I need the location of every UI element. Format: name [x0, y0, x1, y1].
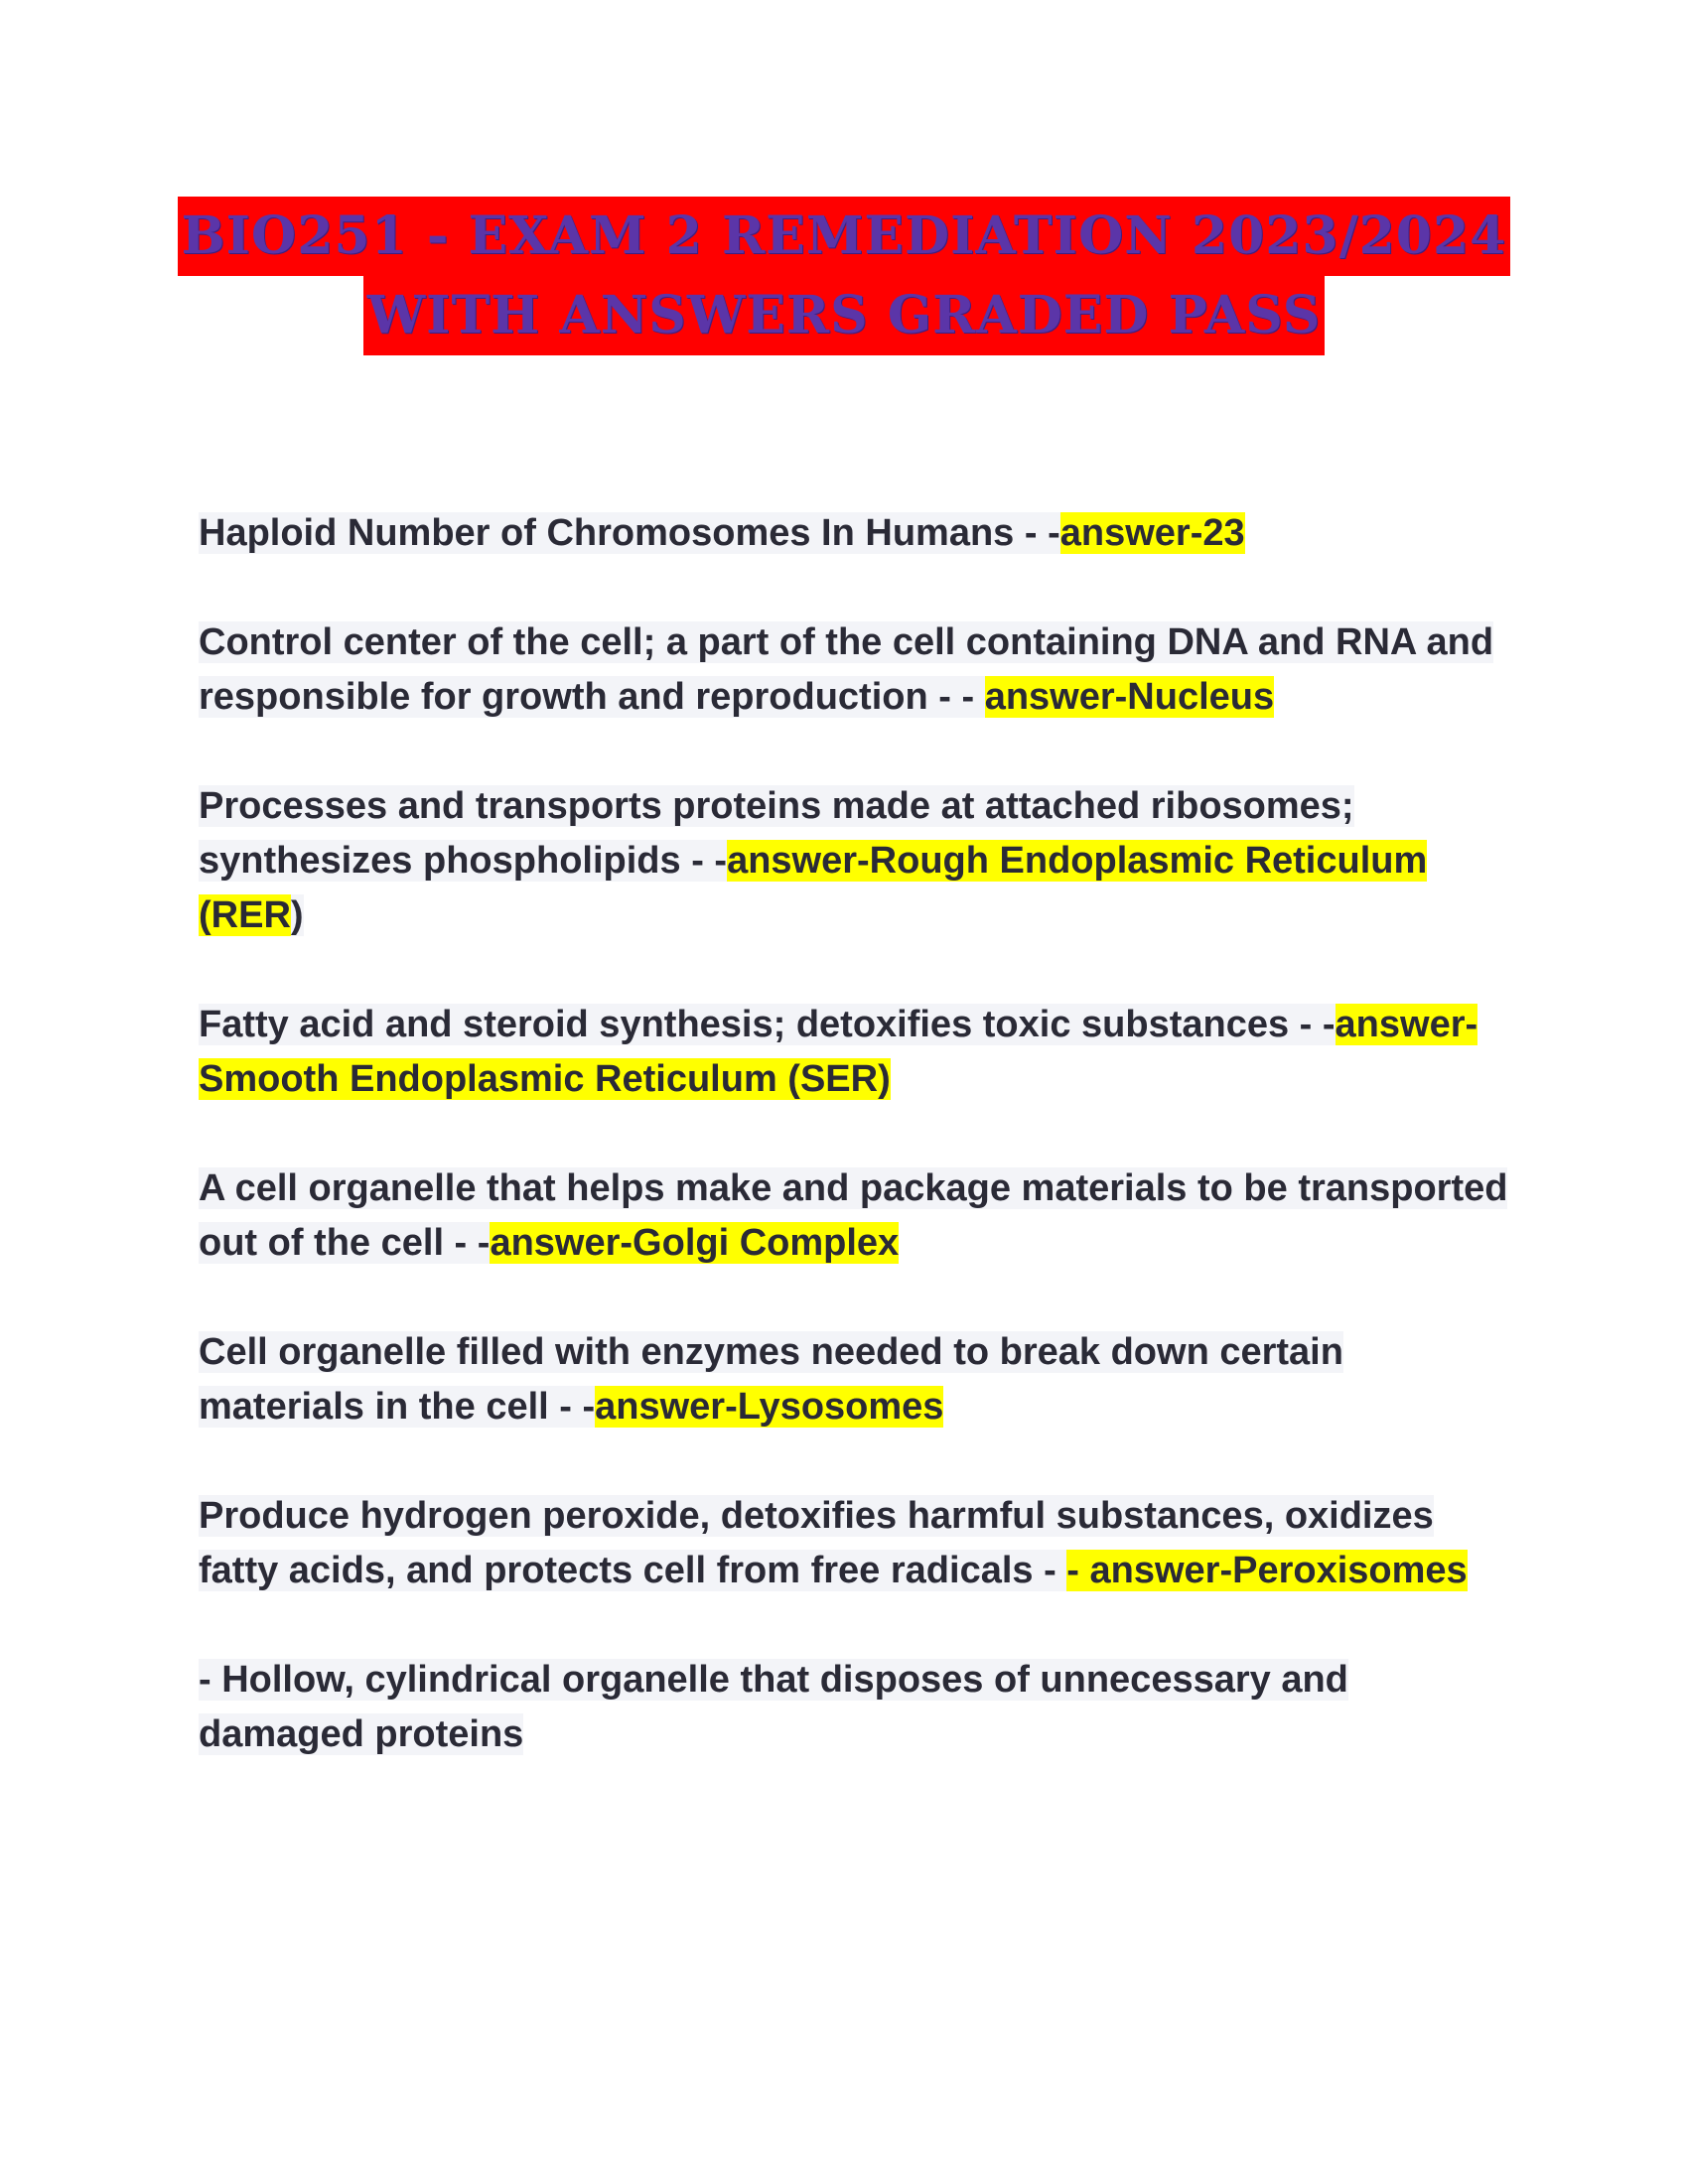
qa-item — [199, 506, 1509, 561]
qa-item — [199, 615, 1509, 725]
document-title — [0, 197, 1688, 355]
question-text: Fatty acid and steroid synthesis; detoxifies toxic substances - - — [199, 1004, 1336, 1045]
title-line-1: BIO251 - EXAM 2 REMEDIATION 2023/2024 — [178, 197, 1511, 276]
qa-list — [199, 506, 1509, 1817]
qa-item — [199, 998, 1509, 1107]
qa-item — [199, 1325, 1509, 1434]
question-trail: ) — [290, 894, 304, 936]
question-text: Haploid Number of Chromosomes In Humans - - — [199, 512, 1060, 554]
title-line-2: WITH ANSWERS GRADED PASS — [363, 276, 1326, 355]
answer-highlight: answer-Golgi Complex — [490, 1222, 900, 1264]
question-text: A cell organelle that helps make and package materials to be transported out of the cell - - — [199, 1167, 1508, 1264]
question-text: Control center of the cell; a part of the cell containing DNA and RNA and responsible for growth and reproduction - - — [199, 621, 1494, 718]
qa-item — [199, 1161, 1509, 1271]
qa-item — [199, 779, 1509, 943]
answer-highlight: answer-Nucleus — [984, 676, 1275, 718]
qa-item — [199, 1653, 1509, 1762]
answer-highlight: answer-23 — [1059, 512, 1245, 554]
answer-highlight: answer-Rough Endoplasmic Reticulum (RER — [199, 840, 1428, 936]
qa-item — [199, 1489, 1509, 1598]
answer-highlight: - answer-Peroxisomes — [1066, 1550, 1468, 1591]
question-text: - Hollow, cylindrical organelle that disposes of unnecessary and damaged proteins — [199, 1659, 1348, 1755]
question-text: Cell organelle filled with enzymes needed to break down certain materials in the cell - - — [199, 1331, 1343, 1428]
answer-highlight: answer-Smooth Endoplasmic Reticulum (SER) — [199, 1004, 1478, 1100]
question-text: Produce hydrogen peroxide, detoxifies harmful substances, oxidizes fatty acids, and protects cell from free radicals - — [199, 1495, 1434, 1591]
question-text: Processes and transports proteins made at attached ribosomes; synthesizes phospholipids - - — [199, 785, 1354, 882]
answer-highlight: answer-Lysosomes — [595, 1386, 944, 1428]
